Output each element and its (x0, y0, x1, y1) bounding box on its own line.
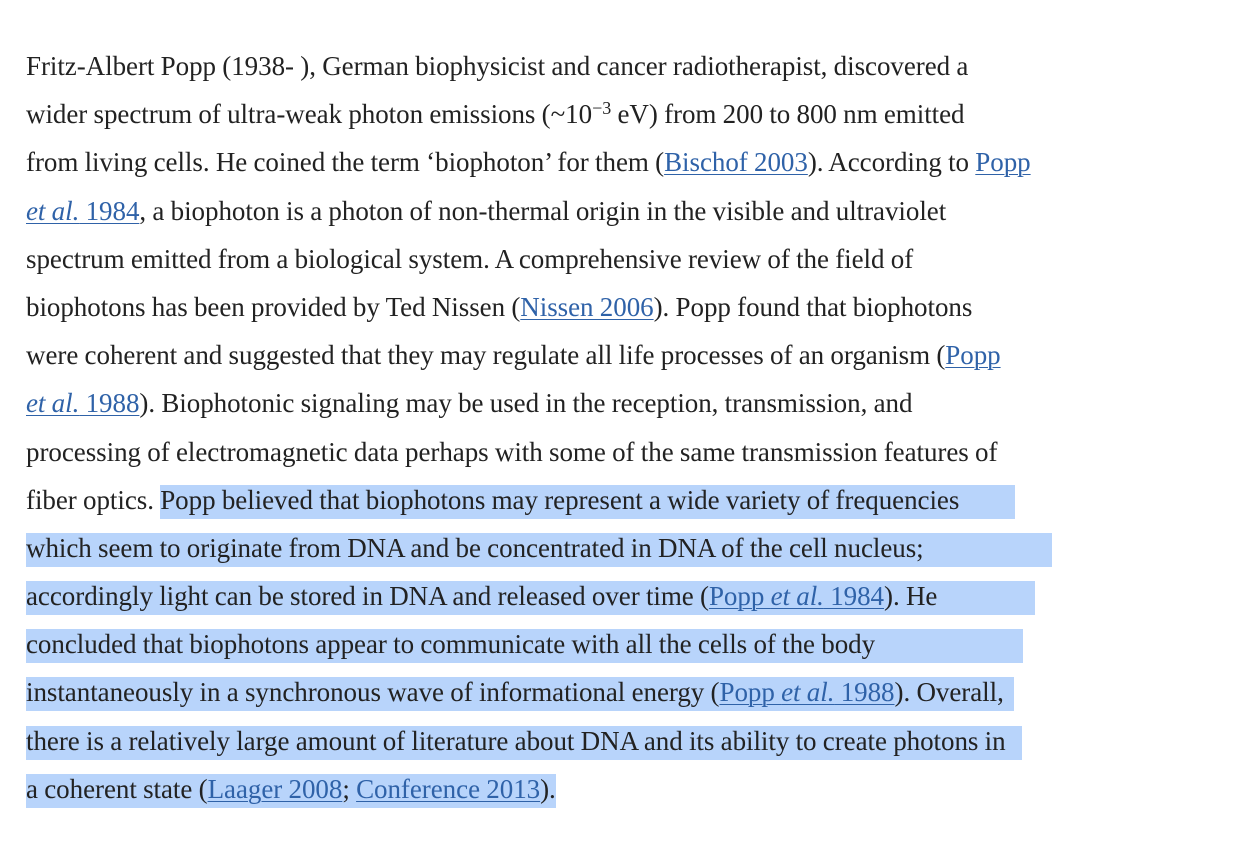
selected-text-segment (26, 774, 556, 808)
text-segment: eV) from 200 to 800 nm emitted (611, 99, 965, 130)
text-line-8 (26, 379, 1216, 427)
text-line-4 (26, 187, 1216, 235)
text-segment: a coherent state ( (26, 773, 208, 804)
article-body (26, 42, 1216, 813)
text-line-9 (26, 428, 1216, 476)
text-line-14 (26, 668, 1216, 716)
citation-link-popp-1984-part1[interactable]: Popp (975, 147, 1031, 178)
text-segment: fiber optics. (26, 484, 161, 515)
text-segment: Fritz-Albert Popp (1938- ), German biophysicist and cancer radiotherapist, discovered a (26, 51, 969, 81)
citation-link-popp-1984-part2[interactable] (26, 196, 139, 226)
text-line-12 (26, 572, 1216, 620)
text-line-2 (26, 90, 1216, 138)
text-line-5 (26, 235, 1216, 283)
text-segment: ). He (884, 581, 938, 612)
text-segment: ). Biophotonic signaling may be used in the reception, transmission, and (139, 388, 913, 419)
text-line-7 (26, 331, 1216, 379)
selected-text-segment: Popp believed that biophotons may represent a wide variety of frequencies (160, 485, 1015, 519)
text-segment: , a biophoton is a photon of non-thermal origin in the visible and ultraviolet (139, 195, 947, 226)
text-segment: ). (540, 773, 556, 804)
text-segment: from living cells. He coined the term ‘biophoton’ for them ( (26, 147, 665, 178)
citation-year: 1988 (834, 677, 895, 708)
text-segment: biophotons has been provided by Ted Nissen ( (26, 291, 521, 322)
text-line-3 (26, 138, 1216, 186)
citation-link-popp-1988-part2[interactable] (26, 388, 139, 418)
text-line-1 (26, 42, 1216, 90)
citation-link-laager-2008[interactable]: Laager 2008 (207, 773, 343, 804)
text-line-6 (26, 283, 1216, 331)
text-segment: were coherent and suggested that they may regulate all life processes of an organism ( (26, 340, 946, 371)
selected-text-segment (26, 677, 1014, 711)
text-segment: ; (342, 773, 357, 804)
citation-link-nissen-2006[interactable]: Nissen 2006 (520, 291, 654, 322)
selected-text-segment: concluded that biophotons appear to communicate with all the cells of the body (26, 629, 1023, 663)
biophoton-paragraph (26, 42, 1216, 813)
citation-link-conference-2013[interactable]: Conference 2013 (356, 773, 541, 804)
text-line-15 (26, 717, 1216, 765)
citation-et-al: et al. (26, 388, 80, 419)
text-line-11 (26, 524, 1216, 572)
citation-et-al: et al. (770, 581, 824, 612)
citation-year: 1984 (823, 581, 884, 612)
text-segment: spectrum emitted from a biological system. A comprehensive review of the field of (26, 243, 914, 274)
citation-author: Popp (719, 677, 782, 708)
text-line-16 (26, 765, 1216, 813)
text-segment: accordingly light can be stored in DNA and released over time ( (26, 581, 709, 612)
citation-author: Popp (708, 581, 771, 612)
citation-year: 1984 (79, 195, 140, 226)
text-segment: ). Overall, (894, 677, 1004, 708)
citation-link-popp-1988-part1[interactable]: Popp (945, 340, 1001, 371)
citation-link-popp-1984-second[interactable] (709, 581, 884, 611)
citation-link-bischof-2003[interactable]: Bischof 2003 (664, 147, 808, 178)
text-segment: processing of electromagnetic data perhaps with some of the same transmission features of (26, 436, 998, 467)
text-line-13 (26, 620, 1216, 668)
text-segment: ). According to (807, 147, 976, 178)
text-line-10 (26, 476, 1216, 524)
selected-text-segment: there is a relatively large amount of literature about DNA and its ability to create photons in (26, 726, 1022, 760)
exponent-superscript: −3 (592, 98, 612, 119)
text-segment: ). Popp found that biophotons (653, 291, 973, 322)
text-segment: wider spectrum of ultra-weak photon emissions (~10 (26, 99, 593, 130)
citation-et-al: et al. (26, 195, 80, 226)
selected-text-segment: which seem to originate from DNA and be concentrated in DNA of the cell nucleus; (26, 533, 1052, 567)
citation-link-popp-1988-second[interactable] (719, 677, 894, 707)
selected-text-segment (26, 581, 1035, 615)
citation-et-al: et al. (781, 677, 835, 708)
text-segment: instantaneously in a synchronous wave of informational energy ( (26, 677, 720, 708)
citation-year: 1988 (79, 388, 140, 419)
